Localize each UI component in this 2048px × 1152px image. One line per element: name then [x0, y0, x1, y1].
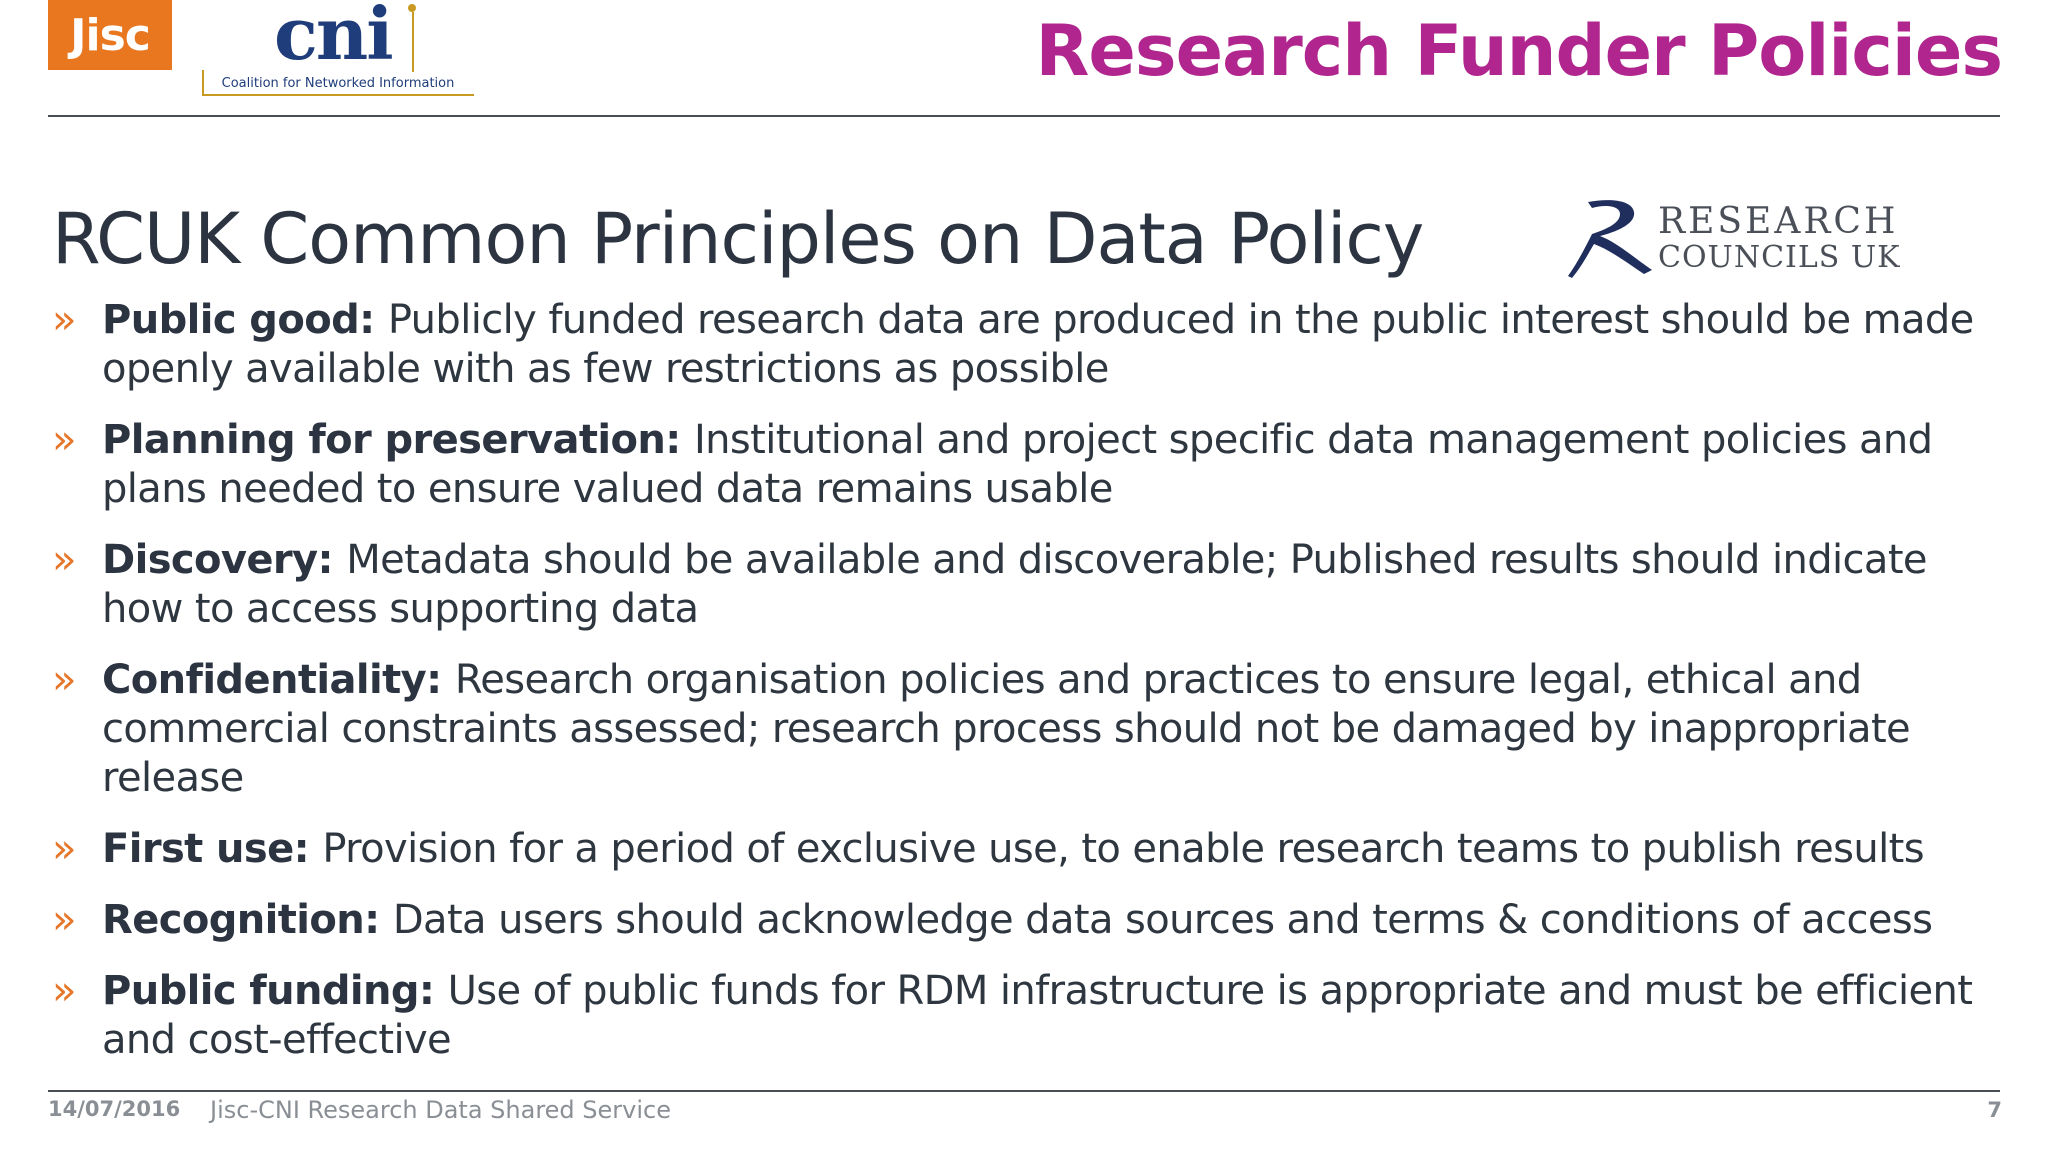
cni-logo	[200, 0, 476, 100]
principle-term: Recognition:	[102, 897, 393, 943]
bullet-chevron-icon: »	[52, 826, 76, 872]
rcuk-logo-line1: RESEARCH	[1658, 201, 1899, 242]
cni-logo-dot	[408, 4, 416, 12]
principle-term: Confidentiality:	[102, 657, 455, 703]
principle-term: Public funding:	[102, 968, 448, 1014]
principle-text: Research organisation policies and practices to ensure legal, ethical and commercial constraints assessed; research process should not be damaged by inappropriate release	[102, 657, 1911, 801]
header-divider	[48, 115, 2000, 117]
jisc-logo-text: Jisc	[70, 9, 150, 61]
footer-divider	[48, 1090, 2000, 1092]
principles-list	[52, 296, 2002, 1087]
principle-term: First use:	[102, 826, 323, 872]
bullet-chevron-icon: »	[52, 657, 76, 703]
rcuk-logo-text	[1658, 201, 1901, 275]
rcuk-logo	[1566, 196, 1901, 282]
principle-recognition	[52, 896, 2002, 945]
principle-term: Planning for preservation:	[102, 417, 694, 463]
jisc-logo	[48, 0, 172, 70]
bullet-chevron-icon: »	[52, 417, 76, 463]
principle-text: Provision for a period of exclusive use, to enable research teams to publish results	[322, 826, 1924, 872]
principle-text: Data users should acknowledge data sources and terms & conditions of access	[392, 897, 1933, 943]
principle-public-funding	[52, 967, 2002, 1065]
principle-text: Publicly funded research data are produced in the public interest should be made openly available with as few restrictions as possible	[102, 297, 1974, 392]
bullet-chevron-icon: »	[52, 897, 76, 943]
principle-confidentiality	[52, 656, 2002, 803]
principle-text: Institutional and project specific data management policies and plans needed to ensure valued data remains usable	[102, 417, 1933, 512]
cni-logo-text: cni	[274, 0, 392, 76]
footer-date: 14/07/2016	[48, 1097, 181, 1121]
slide-subheading: RCUK Common Principles on Data Policy	[52, 198, 1424, 280]
page-number: 7	[1987, 1098, 2002, 1122]
bullet-chevron-icon: »	[52, 537, 76, 583]
bullet-chevron-icon: »	[52, 297, 76, 343]
page-title: Research Funder Policies	[1035, 10, 2002, 92]
principle-public-good	[52, 296, 2002, 394]
principle-term: Discovery:	[102, 537, 347, 583]
principle-discovery	[52, 536, 2002, 634]
principle-text: Metadata should be available and discoverable; Published results should indicate how to access supporting data	[102, 537, 1927, 632]
footer-service-name: Jisc-CNI Research Data Shared Service	[210, 1096, 671, 1124]
principle-term: Public good:	[102, 297, 388, 343]
principle-planning-for-preservation	[52, 416, 2002, 514]
bullet-chevron-icon: »	[52, 968, 76, 1014]
principle-text: Use of public funds for RDM infrastructure is appropriate and must be efficient and cost-effective	[102, 968, 1973, 1063]
rcuk-logo-line2: COUNCILS UK	[1658, 240, 1901, 275]
cni-logo-rule	[412, 12, 414, 72]
principle-first-use	[52, 825, 2002, 874]
rcuk-swoosh-icon	[1566, 196, 1656, 282]
cni-tagline: Coalition for Networked Information	[202, 72, 474, 96]
